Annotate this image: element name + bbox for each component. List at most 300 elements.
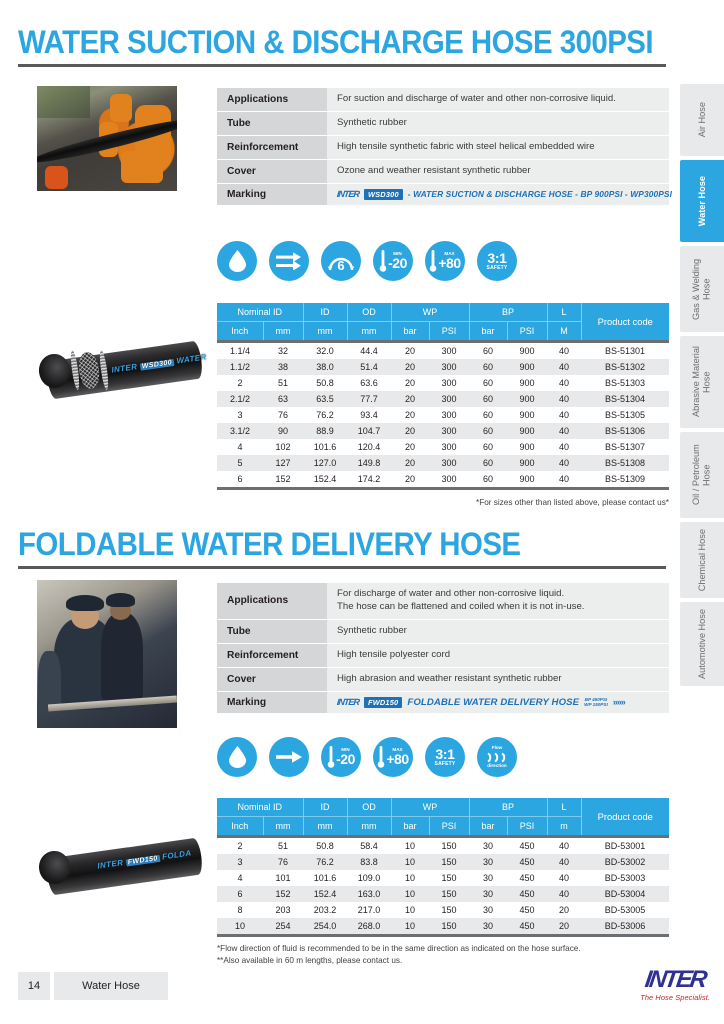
- cell-inch: 6: [237, 474, 243, 484]
- cell-id: 76.2: [316, 410, 334, 420]
- bidirectional-flow-icon: [269, 241, 309, 281]
- header-row-groups: [217, 798, 669, 817]
- cell-od: 83.8: [347, 854, 391, 870]
- cell-bp-bar: 60: [483, 378, 494, 388]
- cell-nominal-mm: 63: [263, 391, 303, 407]
- cell-bp-psi: 900: [519, 410, 535, 420]
- temp-value: +80: [438, 255, 461, 272]
- spec-value: High tensile synthetic fabric with steel helical embedded wire: [327, 135, 669, 159]
- table-row: [217, 886, 669, 902]
- cell-inch: 3.1/2: [217, 423, 263, 439]
- section-foldable-water-delivery: [18, 528, 666, 569]
- feature-badges-delivery: [217, 737, 517, 777]
- cell-id: 32.0: [303, 342, 347, 360]
- cell-product-code: BS-51305: [605, 410, 646, 420]
- cell-wp-bar: 20: [405, 442, 416, 452]
- spec-value: High abrasion and weather resistant synthetic rubber: [327, 667, 669, 691]
- page-number: 14: [18, 972, 50, 1000]
- cell-product-code: BS-51304: [581, 391, 669, 407]
- temp-label: MIN: [393, 250, 402, 256]
- cell-od: 104.7: [347, 423, 391, 439]
- safety-factor-icon: [425, 737, 465, 777]
- spec-value: Ozone and weather resistant synthetic rubber: [327, 159, 669, 183]
- spec-row-marking: [217, 183, 669, 205]
- marking-brand-logo: INTER: [336, 697, 360, 708]
- spec-key: Applications: [217, 583, 327, 619]
- cell-wp-bar: 10: [391, 918, 429, 934]
- cell-od: 51.4: [347, 359, 391, 375]
- title-divider: [18, 64, 666, 67]
- col-group-bp: BP: [469, 798, 547, 817]
- cell-od: 63.6: [360, 378, 378, 388]
- cell-id: 88.9: [303, 423, 347, 439]
- cell-product-code: BS-51307: [605, 442, 646, 452]
- spec-key: Marking: [217, 691, 327, 713]
- spec-row: [217, 88, 669, 111]
- col-unit-length: m: [547, 817, 581, 837]
- cell-length: 40: [547, 455, 581, 471]
- table-row: [217, 439, 669, 455]
- cell-nominal-mm: 203: [275, 905, 291, 915]
- header-row-groups: [217, 303, 669, 322]
- cell-length: 40: [559, 378, 570, 388]
- cell-product-code: BD-53006: [581, 918, 669, 934]
- table-body: [217, 342, 669, 488]
- cell-wp-bar: 10: [391, 837, 429, 855]
- cell-inch: 8: [237, 905, 243, 915]
- cell-product-code: BS-51309: [605, 474, 646, 484]
- cell-wp-psi: 300: [441, 378, 457, 388]
- sidebar-item-gas-welding-hose[interactable]: [680, 246, 724, 332]
- cell-product-code: BS-51303: [605, 378, 646, 388]
- col-group-nominal-id: Nominal ID: [217, 798, 303, 817]
- bend-radius-icon: [321, 241, 361, 281]
- cell-bp-bar: 60: [483, 410, 494, 420]
- product-image-delivery-hose: [25, 828, 205, 906]
- cell-wp-bar: 10: [391, 854, 429, 870]
- temp-value: -20: [388, 255, 407, 272]
- cell-wp-psi: 300: [429, 342, 469, 360]
- spec-key: Tube: [217, 619, 327, 643]
- col-unit-bar: bar: [469, 322, 507, 342]
- cell-product-code: BS-51302: [581, 359, 669, 375]
- cell-id: 101.6: [313, 442, 337, 452]
- cell-od: 109.0: [357, 873, 381, 883]
- cell-nominal-mm: 102: [275, 442, 291, 452]
- temp-label: MAX: [444, 250, 455, 256]
- spec-value-marking: [327, 691, 669, 713]
- spec-value-marking: [327, 183, 673, 205]
- cell-inch: 10: [217, 918, 263, 934]
- hose-brand-text: INTER: [96, 857, 124, 871]
- spec-table-delivery: [217, 583, 669, 713]
- cell-wp-bar: 20: [391, 359, 429, 375]
- marking-waves-icon: »»»: [612, 697, 625, 708]
- cell-length: 40: [547, 359, 581, 375]
- footer-section-name: Water Hose: [54, 972, 168, 1000]
- flow-label-bottom: direction: [487, 762, 507, 768]
- min-temperature-icon: [321, 737, 361, 777]
- col-unit-length: M: [547, 322, 581, 342]
- safety-sub: SAFETY: [434, 761, 456, 768]
- cell-inch: 4: [237, 442, 243, 452]
- section-water-suction-discharge: [18, 26, 666, 67]
- cell-inch: 2: [237, 378, 243, 388]
- sidebar-item-label: Abrasive Material Hose: [691, 346, 712, 418]
- cell-product-code: BD-53005: [604, 905, 646, 915]
- col-group-bp: BP: [469, 303, 547, 322]
- col-group-id: ID: [303, 798, 347, 817]
- cell-id: 203.2: [313, 905, 337, 915]
- cell-product-code: BD-53001: [581, 837, 669, 855]
- data-table-suction: [217, 303, 669, 509]
- cell-inch: 1.1/4: [217, 342, 263, 360]
- cell-wp-bar: 20: [405, 410, 416, 420]
- spec-row-marking: [217, 691, 669, 713]
- spec-key: Cover: [217, 159, 327, 183]
- table-row: [217, 391, 669, 407]
- table-row: [217, 837, 669, 855]
- cell-bp-psi: 450: [507, 837, 547, 855]
- sidebar-item-label: Air Hose: [696, 102, 707, 138]
- water-drop-icon: [217, 737, 257, 777]
- cell-od: 149.8: [347, 455, 391, 471]
- table-body: [217, 837, 669, 935]
- cell-bp-psi: 900: [519, 442, 535, 452]
- sidebar-item-abrasive-material-hose[interactable]: [680, 336, 724, 428]
- temp-label: MIN: [341, 746, 350, 752]
- temp-label: MAX: [392, 746, 403, 752]
- marking-text: - WATER SUCTION & DISCHARGE HOSE - BP 900PSI - WP300PSI: [407, 189, 673, 200]
- cell-length: 20: [559, 905, 570, 915]
- company-logo: [640, 968, 710, 1002]
- cell-bp-psi: 450: [507, 886, 547, 902]
- cell-od: 120.4: [357, 442, 381, 452]
- table-row: [217, 854, 669, 870]
- cell-bp-bar: 30: [469, 918, 507, 934]
- cell-product-code: BD-53004: [581, 886, 669, 902]
- cell-bp-bar: 60: [469, 342, 507, 360]
- cell-id: 63.5: [303, 391, 347, 407]
- table-header: [217, 798, 669, 837]
- col-unit-inch: Inch: [217, 817, 263, 837]
- cell-length: 40: [559, 442, 570, 452]
- cell-od: 268.0: [347, 918, 391, 934]
- safety-ratio: 3:1: [487, 249, 507, 266]
- cell-bp-bar: 60: [469, 391, 507, 407]
- col-unit-bar: bar: [391, 817, 429, 837]
- cell-length: 40: [547, 837, 581, 855]
- cell-bp-psi: 900: [507, 359, 547, 375]
- page-footer: [0, 966, 724, 1002]
- section-title: WATER SUCTION & DISCHARGE HOSE 300PSI: [18, 24, 654, 60]
- spec-table-suction: [217, 88, 673, 205]
- spec-row: [217, 643, 669, 667]
- cell-length: 40: [547, 423, 581, 439]
- safety-ratio: 3:1: [435, 745, 455, 762]
- cell-inch: 3: [237, 410, 243, 420]
- cell-nominal-mm: 76: [263, 854, 303, 870]
- cell-id: 254.0: [303, 918, 347, 934]
- col-unit-mm: mm: [263, 322, 303, 342]
- spec-key: Applications: [217, 88, 327, 111]
- spec-row: [217, 135, 669, 159]
- product-photo-delivery-application: [37, 580, 177, 728]
- cell-id: 101.6: [313, 873, 337, 883]
- cell-od: 44.4: [347, 342, 391, 360]
- cell-inch: 5: [217, 455, 263, 471]
- cell-bp-psi: 900: [507, 342, 547, 360]
- cell-wp-psi: 300: [429, 391, 469, 407]
- col-group-l: L: [547, 303, 581, 322]
- table-header: [217, 303, 669, 342]
- table-row: [217, 471, 669, 487]
- cell-wp-bar: 20: [405, 378, 416, 388]
- cell-bp-bar: 60: [469, 359, 507, 375]
- cell-id: 38.0: [303, 359, 347, 375]
- spec-row: [217, 583, 669, 619]
- data-table-delivery: [217, 798, 669, 967]
- spec-value: Synthetic rubber: [327, 619, 669, 643]
- col-unit-bar: bar: [391, 322, 429, 342]
- svg-text:6: 6: [337, 258, 345, 273]
- spec-key: Reinforcement: [217, 643, 327, 667]
- col-unit-mm: mm: [347, 817, 391, 837]
- spec-row: [217, 667, 669, 691]
- hose-desc-text: WATER: [176, 352, 208, 366]
- min-temperature-icon: [373, 241, 413, 281]
- spec-key: Cover: [217, 667, 327, 691]
- col-unit-mm: mm: [303, 817, 347, 837]
- cell-wp-psi: 300: [429, 359, 469, 375]
- cell-nominal-mm: 152: [263, 886, 303, 902]
- cell-product-code: BS-51306: [581, 423, 669, 439]
- cell-product-code: BS-51308: [581, 455, 669, 471]
- brand-tagline: The Hose Specialist.: [640, 993, 710, 1002]
- max-temperature-icon: [373, 737, 413, 777]
- table-row: [217, 375, 669, 391]
- table-row: [217, 902, 669, 918]
- cell-nominal-mm: 32: [263, 342, 303, 360]
- col-unit-bar: bar: [469, 817, 507, 837]
- cell-bp-psi: 450: [519, 905, 535, 915]
- col-group-od: OD: [347, 798, 391, 817]
- col-unit-mm: mm: [263, 817, 303, 837]
- cell-wp-psi: 150: [441, 873, 457, 883]
- cell-nominal-mm: 38: [263, 359, 303, 375]
- cell-length: 40: [547, 854, 581, 870]
- cell-product-code: BS-51301: [581, 342, 669, 360]
- col-unit-inch: Inch: [217, 322, 263, 342]
- cell-inch: 3: [217, 854, 263, 870]
- cell-length: 40: [559, 410, 570, 420]
- max-temperature-icon: [425, 241, 465, 281]
- cell-wp-psi: 150: [429, 854, 469, 870]
- cell-bp-bar: 60: [483, 442, 494, 452]
- feature-badges-suction: [217, 241, 517, 281]
- hose-brand-text: INTER: [111, 361, 139, 375]
- col-unit-mm: mm: [303, 322, 347, 342]
- col-group-wp: WP: [391, 798, 469, 817]
- cell-wp-bar: 20: [391, 391, 429, 407]
- sidebar-item-label: Chemical Hose: [696, 528, 707, 592]
- cell-nominal-mm: 127: [263, 455, 303, 471]
- spec-key: Tube: [217, 111, 327, 135]
- hose-code-text: FWD150: [127, 854, 159, 866]
- cell-length: 20: [547, 918, 581, 934]
- cell-nominal-mm: 101: [275, 873, 291, 883]
- cell-bp-bar: 30: [469, 886, 507, 902]
- table-bottom-rule: [217, 934, 669, 937]
- cell-id: 50.8: [303, 837, 347, 855]
- table-bottom-rule: [217, 487, 669, 490]
- cell-bp-psi: 450: [507, 854, 547, 870]
- marking-brand-logo: INTER: [336, 189, 360, 200]
- cell-bp-bar: 30: [483, 905, 494, 915]
- cell-wp-bar: 20: [405, 474, 416, 484]
- cell-od: 77.7: [347, 391, 391, 407]
- cell-length: 40: [547, 342, 581, 360]
- sidebar-item-automotive-hose[interactable]: [680, 602, 724, 686]
- cell-length: 40: [559, 873, 570, 883]
- product-image-suction-hose: [25, 330, 208, 410]
- spec-row: [217, 619, 669, 643]
- cell-nominal-mm: 51: [263, 837, 303, 855]
- marking-product-code: FWD150: [364, 697, 402, 708]
- sidebar-item-label: Oil / Petroleum Hose: [691, 444, 712, 506]
- cell-nominal-mm: 51: [278, 378, 289, 388]
- cell-bp-psi: 900: [507, 455, 547, 471]
- cell-wp-bar: 20: [391, 423, 429, 439]
- cell-bp-bar: 60: [469, 423, 507, 439]
- cell-od: 93.4: [360, 410, 378, 420]
- cell-bp-psi: 450: [507, 918, 547, 934]
- sidebar-item-label: Gas & Welding Hose: [691, 258, 712, 320]
- cell-wp-psi: 300: [441, 410, 457, 420]
- cell-inch: 6: [217, 886, 263, 902]
- cell-od: 217.0: [357, 905, 381, 915]
- col-group-nominal-id: Nominal ID: [217, 303, 303, 322]
- cell-inch: 2: [217, 837, 263, 855]
- table-row: [217, 342, 669, 360]
- spec-row: [217, 159, 669, 183]
- cell-id: 152.4: [313, 474, 337, 484]
- cell-wp-psi: 300: [441, 442, 457, 452]
- cell-od: 163.0: [347, 886, 391, 902]
- marking-pressure: BP 450PSI WP 150PSI: [584, 697, 608, 708]
- spec-value: Synthetic rubber: [327, 111, 669, 135]
- col-unit-psi: PSI: [429, 322, 469, 342]
- spec-value: For discharge of water and other non-corrosive liquid. The hose can be flattened and coiled when it is not in-use.: [327, 583, 669, 619]
- col-group-product-code: Product code: [581, 798, 669, 837]
- cell-nominal-mm: 76: [278, 410, 289, 420]
- cell-wp-psi: 300: [429, 455, 469, 471]
- col-group-product-code: Product code: [581, 303, 669, 342]
- hose-code-text: WSD300: [141, 359, 173, 371]
- col-group-od: OD: [347, 303, 391, 322]
- table-row: [217, 455, 669, 471]
- cell-wp-bar: 10: [405, 905, 416, 915]
- table-row: [217, 423, 669, 439]
- col-unit-psi: PSI: [429, 817, 469, 837]
- safety-sub: SAFETY: [486, 265, 508, 272]
- col-group-id: ID: [303, 303, 347, 322]
- spec-row: [217, 111, 669, 135]
- temp-value: +80: [386, 751, 409, 768]
- water-drop-icon: [217, 241, 257, 281]
- col-unit-mm: mm: [347, 322, 391, 342]
- spec-rows: [217, 88, 673, 205]
- cell-id: 152.4: [303, 886, 347, 902]
- cell-wp-psi: 150: [429, 837, 469, 855]
- cell-product-code: BD-53003: [604, 873, 646, 883]
- cell-wp-psi: 150: [429, 918, 469, 934]
- cell-bp-psi: 900: [519, 474, 535, 484]
- col-unit-psi: PSI: [507, 322, 547, 342]
- spec-key: Marking: [217, 183, 327, 205]
- sidebar-item-chemical-hose[interactable]: [680, 522, 724, 598]
- temp-value: -20: [336, 751, 355, 768]
- cell-wp-bar: 20: [391, 342, 429, 360]
- cell-bp-psi: 900: [507, 423, 547, 439]
- sidebar-item-label: Automotive Hose: [696, 609, 707, 679]
- cell-bp-bar: 60: [483, 474, 494, 484]
- cell-inch: 2.1/2: [217, 391, 263, 407]
- cell-bp-bar: 60: [469, 455, 507, 471]
- cell-id: 76.2: [303, 854, 347, 870]
- cell-bp-psi: 900: [507, 391, 547, 407]
- table-row: [217, 870, 669, 886]
- cell-wp-bar: 10: [405, 873, 416, 883]
- spec-rows: [217, 583, 669, 713]
- cell-length: 40: [547, 886, 581, 902]
- category-sidebar: [680, 84, 724, 690]
- cell-nominal-mm: 90: [263, 423, 303, 439]
- table-row: [217, 359, 669, 375]
- cell-bp-psi: 900: [519, 378, 535, 388]
- spec-value: High tensile polyester cord: [327, 643, 669, 667]
- cell-id: 50.8: [316, 378, 334, 388]
- cell-bp-bar: 30: [469, 854, 507, 870]
- table-notes-delivery: *Flow direction of fluid is recommended to be in the same direction as indicated on the hose surface. **Also available in 60 m lengths, please contact us.: [217, 944, 581, 965]
- cell-bp-bar: 30: [483, 873, 494, 883]
- cell-wp-psi: 300: [441, 474, 457, 484]
- cell-wp-psi: 150: [441, 905, 457, 915]
- cell-bp-bar: 30: [469, 837, 507, 855]
- sidebar-item-water-hose[interactable]: [680, 160, 724, 242]
- col-unit-psi: PSI: [507, 817, 547, 837]
- sidebar-item-oil-petroleum-hose[interactable]: [680, 432, 724, 518]
- marking-product-code: WSD300: [364, 189, 403, 200]
- spec-key: Reinforcement: [217, 135, 327, 159]
- cell-od: 58.4: [347, 837, 391, 855]
- cell-length: 40: [547, 391, 581, 407]
- footnote-asterisk: *: [509, 740, 512, 747]
- cell-nominal-mm: 254: [263, 918, 303, 934]
- cell-wp-bar: 10: [391, 886, 429, 902]
- table-row: [217, 407, 669, 423]
- safety-factor-icon: [477, 241, 517, 281]
- sidebar-item-air-hose[interactable]: [680, 84, 724, 156]
- cell-od: 174.2: [357, 474, 381, 484]
- cell-wp-bar: 20: [391, 455, 429, 471]
- product-photo-suction-application: [37, 86, 177, 191]
- cell-inch: 1.1/2: [217, 359, 263, 375]
- brand-wordmark: INTER: [643, 966, 707, 993]
- cell-inch: 4: [237, 873, 243, 883]
- flow-direction-icon: [477, 737, 517, 777]
- marking-text: FOLDABLE WATER DELIVERY HOSE: [407, 696, 580, 708]
